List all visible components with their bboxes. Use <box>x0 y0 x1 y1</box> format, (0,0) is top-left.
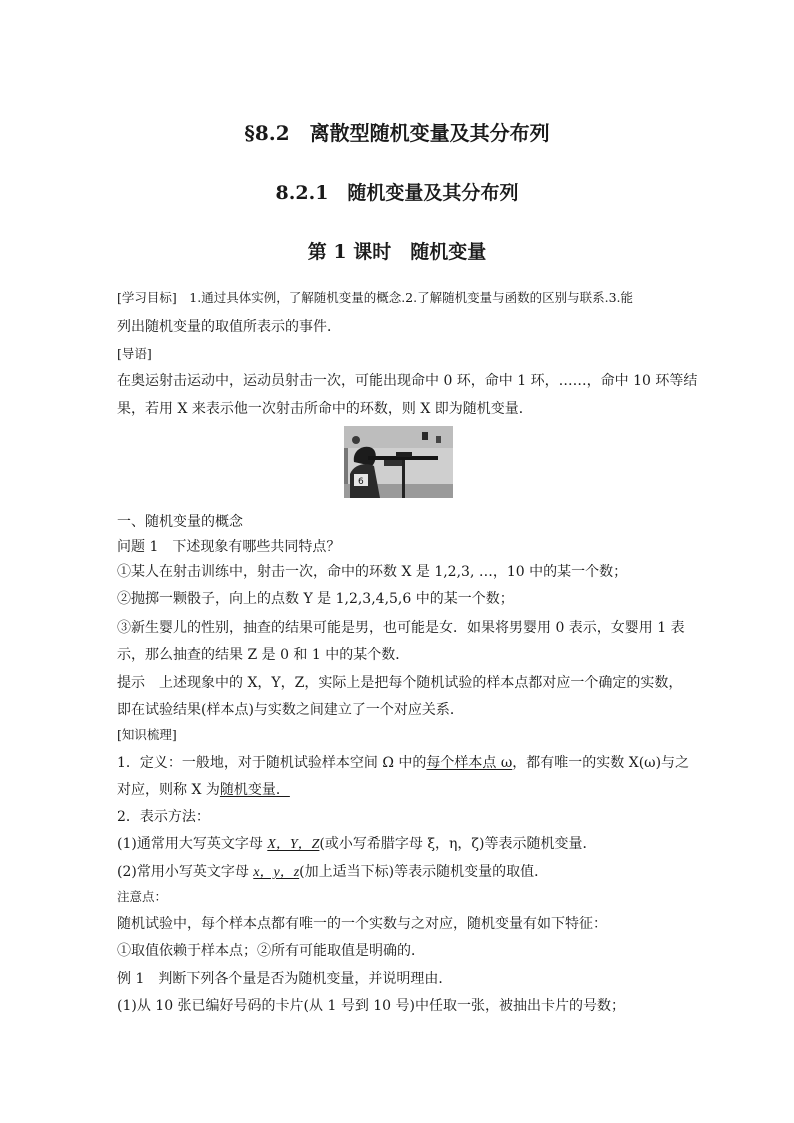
phenomenon-3b: 示，那么抽查的结果 Z 是 0 和 1 中的某个数． <box>117 647 410 663</box>
method-1-text-a: (1)通常用大写英文字母 <box>117 836 268 852</box>
intro-label: [导语] <box>117 346 152 361</box>
definition-line2 <box>117 783 290 797</box>
hint-line2: 即在试验结果(样本点)与实数之间建立了一个对应关系． <box>117 702 464 718</box>
definition-text-b: ，都有唯一的实数 X(ω)与之 <box>512 755 690 771</box>
definition-blank-1: 每个样本点 ω <box>426 755 513 771</box>
objectives-line1: 1.通过具体实例，了解随机变量的概念.2.了解随机变量与函数的区别与联系.3.能 <box>176 290 633 305</box>
lesson-title: 第 1 课时 随机变量 <box>307 241 487 263</box>
phenomenon-3a: ③新生婴儿的性别，抽查的结果可能是男，也可能是女．如果将男婴用 0 表示，女婴用 1 表 <box>117 620 685 636</box>
intro-line2: 果，若用 X 来表示他一次射击所命中的环数，则 X 即为随机变量． <box>117 401 533 417</box>
concept-heading: 一、随机变量的概念 <box>117 514 243 530</box>
objectives-label: [学习目标] <box>117 290 177 305</box>
shooter-photo <box>344 426 453 498</box>
method-2-text-a: (2)常用小写英文字母 <box>117 864 254 880</box>
notes-line1: 随机试验中，每个样本点都有唯一的一个实数与之对应，随机变量有如下特征： <box>117 916 607 932</box>
subsection-title: 8.2.1 随机变量及其分布列 <box>275 182 519 204</box>
method-1-blank: X，Y，Z <box>267 837 320 852</box>
example-1-item-1: (1)从 10 张已编好号码的卡片(从 1 号到 10 号)中任取一张，被抽出卡片的号数； <box>117 998 625 1014</box>
notes-label: 注意点： <box>117 889 168 904</box>
method-1 <box>117 837 596 852</box>
bib-number: 6 <box>358 477 364 487</box>
objectives-line2: 列出随机变量的取值所表示的事件． <box>117 319 341 335</box>
method-1-text-b: (或小写希腊字母 ξ，η，ζ)等表示随机变量． <box>319 836 597 852</box>
phenomenon-1: ①某人在射击训练中，射击一次，命中的环数 X 是 1,2,3, …，10 中的某一个数； <box>117 564 628 580</box>
knowledge-label: [知识梳理] <box>117 727 177 742</box>
method-2-blank: x，y，z <box>253 865 300 880</box>
hint-line1: 提示 上述现象中的 X，Y，Z，实际上是把每个随机试验的样本点都对应一个确定的实数， <box>117 675 683 691</box>
definition-text-a: 1．定义：一般地，对于随机试验样本空间 Ω 中的 <box>117 755 427 771</box>
question-1: 问题 1 下述现象有哪些共同特点？ <box>117 539 341 555</box>
notes-line2: ①取值依赖于样本点；②所有可能取值是明确的． <box>117 943 425 959</box>
definition2-text: 对应，则称 X 为 <box>117 782 220 798</box>
methods-heading: 2．表示方法： <box>117 809 210 825</box>
intro-line1: 在奥运射击运动中，运动员射击一次，可能出现命中 0 环，命中 1 环，……，命中 10 环等结 <box>117 373 698 389</box>
method-2 <box>117 865 548 880</box>
objectives-paragraph <box>117 292 633 305</box>
definition-line1 <box>117 756 689 770</box>
definition-blank-2: 随机变量． <box>219 782 290 798</box>
section-title: §8.2 离散型随机变量及其分布列 <box>244 121 550 145</box>
example-1-prompt: 例 1 判断下列各个量是否为随机变量，并说明理由． <box>117 971 453 987</box>
phenomenon-2: ②抛掷一颗骰子，向上的点数 Y 是 1,2,3,4,5,6 中的某一个数； <box>117 591 514 607</box>
method-2-text-b: (加上适当下标)等表示随机变量的取值． <box>299 864 549 880</box>
